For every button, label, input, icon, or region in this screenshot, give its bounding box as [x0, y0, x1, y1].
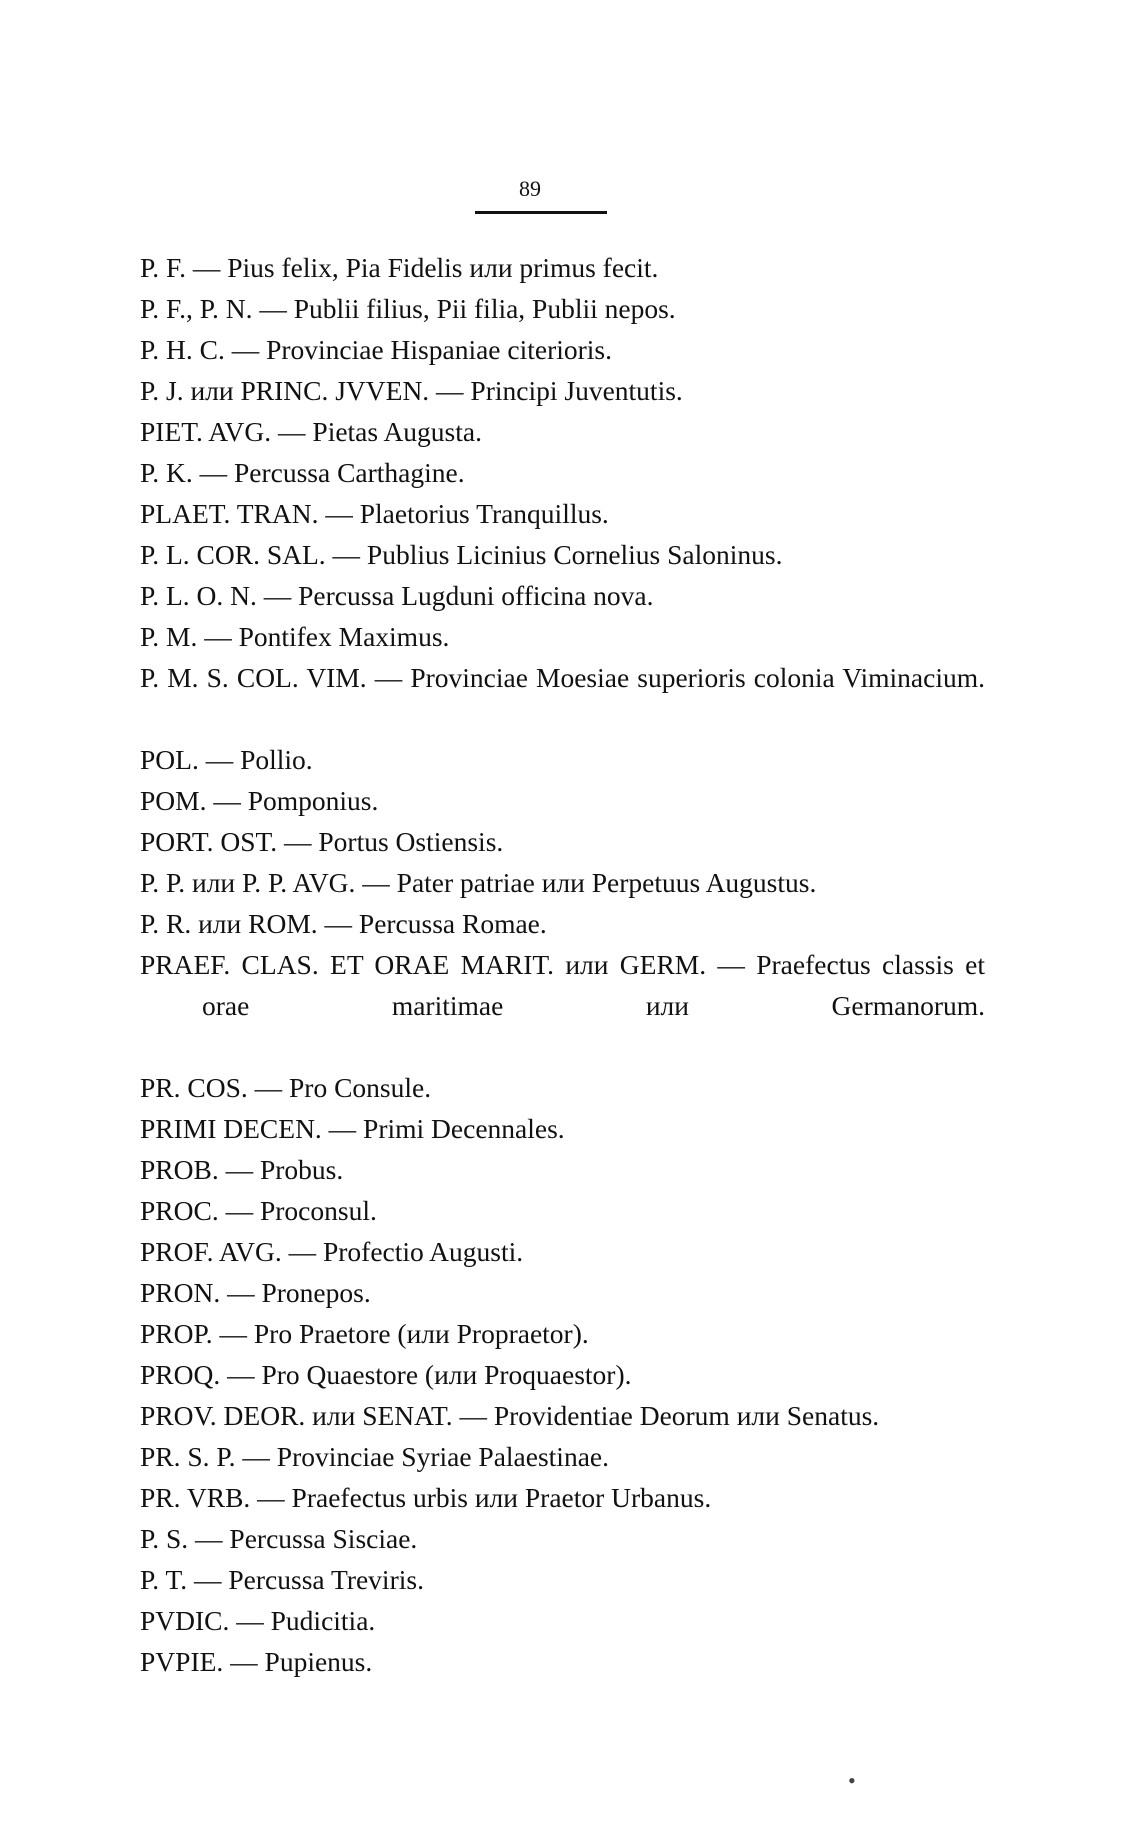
list-item: PROP. — Pro Praetore (или Propraetor). — [140, 1318, 589, 1349]
list-item: P. L. COR. SAL. — Publius Licinius Cornelius Saloninus. — [140, 539, 783, 570]
list-item: PRAEF. CLAS. ET ORAE MARIT. или GERM. — Praefectus classis et orae maritimae или Germanorum. — [140, 949, 985, 1021]
list-item: PROB. — Probus. — [140, 1154, 344, 1185]
list-item: P. S. — Percussa Sisciae. — [140, 1523, 418, 1554]
list-item: PRIMI DECEN. — Primi Decennales. — [140, 1113, 565, 1144]
page-number-rule — [475, 211, 607, 214]
list-item: P. J. или PRINC. JVVEN. — Principi Juventutis. — [140, 375, 683, 406]
list-item: PORT. OST. — Portus Ostiensis. — [140, 826, 504, 857]
list-item: P. R. или ROM. — Percussa Romae. — [140, 908, 547, 939]
list-item: P. K. — Percussa Carthagine. — [140, 457, 465, 488]
list-item: PIET. AVG. — Pietas Augusta. — [140, 416, 482, 447]
list-item: P. M. S. COL. VIM. — Provinciae Moesiae superioris colonia Viminacium. — [140, 662, 985, 693]
list-item: P. F., P. N. — Publii filius, Pii filia, Publii nepos. — [140, 293, 676, 324]
list-item: P. M. — Pontifex Maximus. — [140, 621, 450, 652]
stray-ink-mark: • — [848, 1768, 856, 1793]
list-item: POM. — Pomponius. — [140, 785, 379, 816]
list-item: PROC. — Proconsul. — [140, 1195, 377, 1226]
list-item: PLAET. TRAN. — Plaetorius Tranquillus. — [140, 498, 609, 529]
list-item: PVDIC. — Pudicitia. — [140, 1605, 376, 1636]
list-item: PRON. — Pronepos. — [140, 1277, 371, 1308]
list-item: POL. — Pollio. — [140, 744, 313, 775]
list-item: PROQ. — Pro Quaestore (или Proquaestor). — [140, 1359, 632, 1390]
abbreviation-list — [140, 247, 985, 1682]
list-item: PR. COS. — Pro Consule. — [140, 1072, 432, 1103]
list-item: PR. VRB. — Praefectus urbis или Praetor Urbanus. — [140, 1482, 712, 1513]
list-item: PR. S. P. — Provinciae Syriae Palaestinae. — [140, 1441, 609, 1472]
list-item: PROF. AVG. — Profectio Augusti. — [140, 1236, 524, 1267]
list-item: PVPIE. — Pupienus. — [140, 1646, 373, 1677]
list-item: P. H. C. — Provinciae Hispaniae citerioris. — [140, 334, 612, 365]
list-item: P. P. или P. P. AVG. — Pater patriae или Perpetuus Augustus. — [140, 867, 817, 898]
list-item: P. F. — Pius felix, Pia Fidelis или primus fecit. — [140, 252, 659, 283]
list-item: P. L. O. N. — Percussa Lugduni officina nova. — [140, 580, 654, 611]
page-number: 89 — [519, 176, 541, 201]
list-item: PROV. DEOR. или SENAT. — Providentiae Deorum или Senatus. — [140, 1400, 880, 1431]
list-item: P. T. — Percussa Treviris. — [140, 1564, 424, 1595]
